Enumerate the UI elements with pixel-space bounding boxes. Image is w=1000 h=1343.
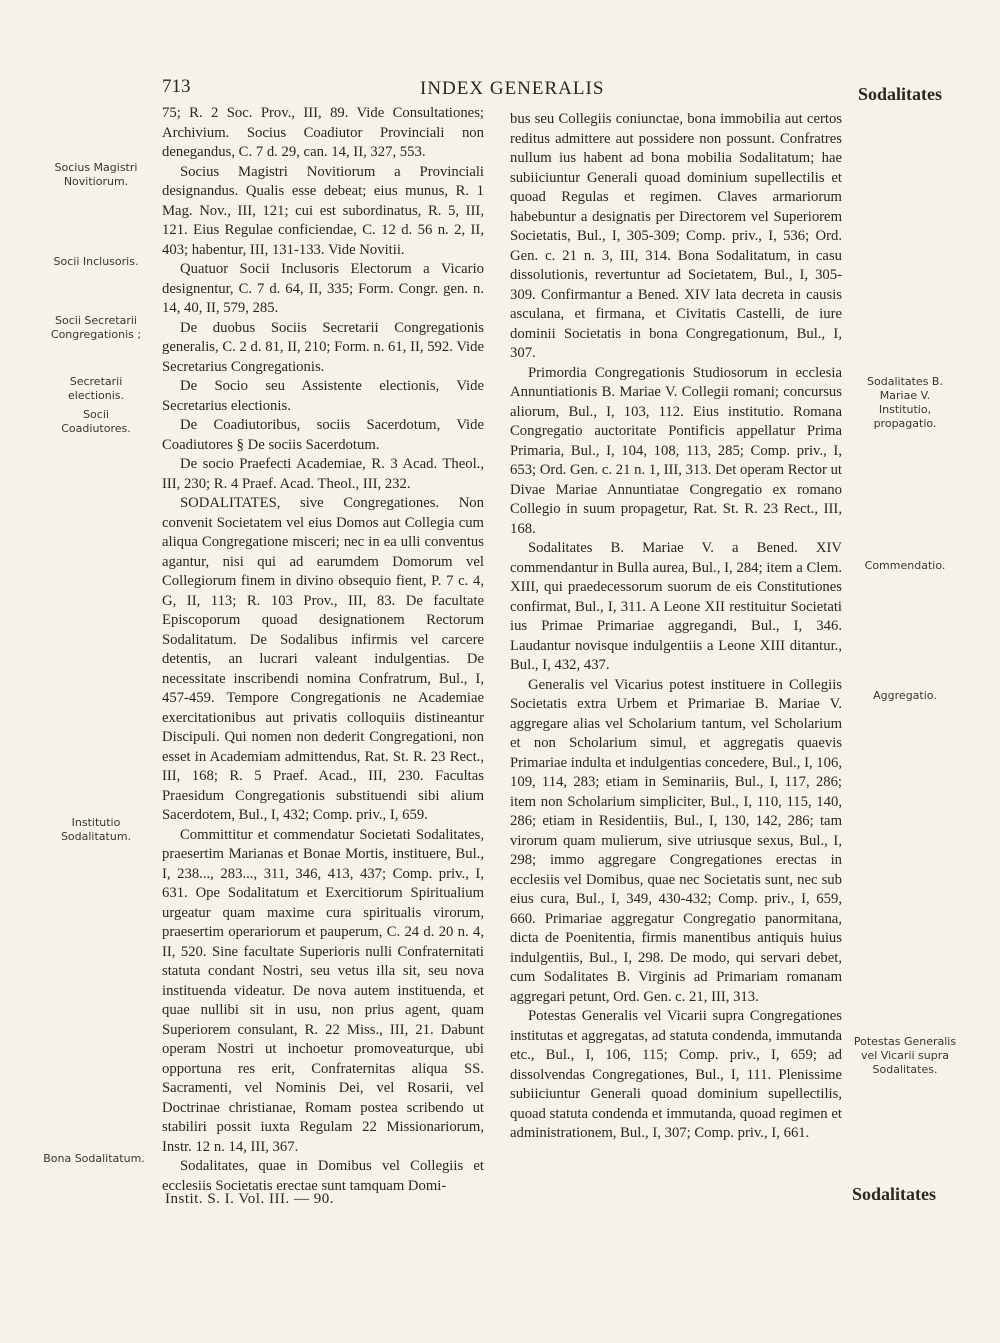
margin-note-socii-secretarii: Socii Secretarii Congregationis ; <box>50 314 142 341</box>
catchword-bottom: Sodalitates <box>852 1184 937 1204</box>
catchword-top: Sodalitates <box>858 84 943 104</box>
margin-note-secretarii-electionis: Secretarii electionis. <box>68 375 124 402</box>
paragraph: Socius Magistri Novitiorum a Provinciali designandus. Qualis esse debeat; eius munus, R. 1 Mag. Nov., III, 121; cui est subordinatus, R. 5, III, 121. Eius Regulae conficiendae, C. 12 d. 56 n. 2, II, 403; habentur, III, 131-133. Vide Novitii. <box>162 163 484 258</box>
paragraph: 75; R. 2 Soc. Prov., III, 89. Vide Consultationes; Archivium. Socius Coadiutor Provinciali non denegandus, C. 7 d. 29, can. 14, II, 327, 553. <box>162 105 484 160</box>
margin-note-socii-inclusoris: Socii Inclusoris. <box>53 255 139 268</box>
left-column <box>162 104 484 1196</box>
running-head: INDEX GENERALIS <box>420 78 605 99</box>
paragraph: SODALITATES, sive Congregationes. Non convenit Societatem vel eius Domos aut Collegia cum aliqua Congregatione misceri; nec in ea ulli conventus agantur, nisi qui ad earumdem Domorum vel Collegiorum finem in divino obsequio fient, P. 7 c. 4, G, II, 113; R. 103 Prov., III, 83. De facultate Episcoporum quoad designationem Rectorum Sodalitatum. De Sodalibus infirmis vel carcere detentis, an lucrari valeant indulgentias. De necessitate inscribendi nomina Confratrum, Bul., I, 457-459. Tempore Congregationis ne Academiae exercitationibus aut privatis colloquiis distineantur Discipuli. Qui nomen non dederit Congregationi, non esset in Academiam admittendus, Rat. St. R. 23 Rect., III, 168; R. 5 Praef. Acad., III, 230. Facultas Praesidum Congregationis substituendi sibi alium Sacerdotem, Bul., I, 432; Comp. priv., I, 659. <box>162 495 484 823</box>
margin-note-socii-coadiutores: Socii Coadiutores. <box>61 408 131 435</box>
paragraph: De socio Praefecti Academiae, R. 3 Acad. Theol., III, 230; R. 4 Praef. Acad. Theol., III, 232. <box>162 456 484 492</box>
paragraph: De duobus Sociis Secretarii Congregationis generalis, C. 2 d. 81, II, 210; Form. n. 61, II, 592. Vide Secretarius Congregationis. <box>162 319 484 375</box>
page-number: 713 <box>162 76 191 97</box>
margin-note-bmv-institutio: Sodalitates B. Mariae V. Institutio, propagatio. <box>867 375 943 430</box>
margin-note-commendatio: Commendatio. <box>864 559 946 572</box>
paragraph: De Socio seu Assistente electionis, Vide Secretarius electionis. <box>162 378 484 414</box>
right-column <box>510 110 842 1144</box>
margin-note-potestas: Potestas Generalis vel Vicarii supra Sodalitates. <box>853 1035 957 1076</box>
paragraph: Potestas Generalis vel Vicarii supra Congregationes institutas et aggregatas, ad statuta condenda, immutanda etc., Bul., I, 106, 115; Comp. priv., I, 659; ad dissolvendas Congregationes, Bul., I, 111. Plenissime subiiciuntur Generali quoad dominium supellectilis, quoad statuta condenda et immutanda, quoad regimen et administrationem, Bul., I, 307; Comp. priv., I, 661. <box>510 1008 842 1141</box>
paragraph: Sodalitates B. Mariae V. a Bened. XIV commendantur in Bulla aurea, Bul., I, 284; item a Clem. XIII, qui praedecessorum suorum de eis Constitutiones confirmat, Bul., I, 311. A Leone XII restituitur Societati ius Primae Primariae aggregandi, Bul., I, 346. Laudantur novisque indulgentiis a Leone XIII ditantur., Bul., I, 432, 437. <box>510 540 842 673</box>
paragraph: Generalis vel Vicarius potest instituere in Collegiis Societatis extra Urbem et Primariae B. Mariae V. aggregare alias vel Scholarium tantum, vel Scholarium et non Scholarium simul, et aggregatis quaevis Primariae indulta et indulgentias concedere, Bul., I, 106, 109, 114, 283; etiam in Seminariis, Bul., I, 117, 286; item non Scholarium simpliciter, Bul., I, 110, 115, 140, 286; etiam in Residentiis, Bul., I, 130, 142, 286; tam virorum quam mulierum, sive utriusque sexus, Bul., I, 298; immo aggregare Congregationes erectas in ecclesiis vel Domibus, quae nec Societatis sunt, nec sub eius cura, Bul., I, 349, 430-432; Comp. priv., I, 659, 660. Primariae aggregatur Congregatio panormitana, dicta de Poenitentia, firmis manentibus antiquis huius indulgentiis, Bul., I, 298. De modo, qui servari debet, cum Sodalitates B. Virginis ad Primariam romanam aggregari petunt, Ord. Gen. c. 21, III, 313. <box>510 676 843 1005</box>
paragraph: Sodalitates, quae in Domibus vel Collegiis et ecclesiis Societatis erectae sunt tamquam Domi- <box>162 1158 484 1194</box>
margin-note-socius-magistri: Socius Magistri Novitiorum. <box>54 161 138 188</box>
margin-note-institutio: Institutio Sodalitatum. <box>60 816 132 843</box>
margin-note-aggregatio: Aggregatio. <box>873 689 937 702</box>
paragraph: Quatuor Socii Inclusoris Electorum a Vicario designentur, C. 7 d. 64, II, 335; Form. Congr. gen. n. 14, 40, II, 579, 285. <box>162 261 484 316</box>
paragraph: bus seu Collegiis coniunctae, bona immobilia aut certos reditus admittere aut possidere non possunt. Confratres nullum ius habent ad bona mobilia Sodalitatum; hae subiiciuntur Generali quoad dominium supellectilis et quoad Regulas et regimen. Claves armariorum habebuntur a designatis per Directorem vel Superiorem Societatis, Bul., I, 305-309; Comp. priv., I, 536; Ord. Gen. c. 21 n. 3, III, 314. Bona Sodalitatum, in casu dissolutionis, revertuntur ad Societatem, Bul., I, 305-309. Confirmantur a Bened. XIV lata decreta in causis asculana, et firmana, et Civitatis Castelli, de iure dominii Societatis in bona Congregationum, Bul., I, 307. <box>510 111 842 361</box>
footer-signature: Instit. S. I. Vol. III. — 90. <box>165 1191 334 1207</box>
paragraph: Primordia Congregationis Studiosorum in ecclesia Annuntiationis B. Mariae V. Collegii romani; concursus aliorum, Bul., I, 103, 112. Eius institutio. Romana Congregatio auctoritate Pontificis appellatur Prima Primaria, Bul., I, 104, 108, 113, 285; Comp. priv., I, 653; Ord. Gen. c. 21 n. 1, III, 313. Det operam Rector ut Divae Mariae Annuntiatae Congregatio ex romano Collegio in suum propagetur, Rat. St. R. 23 Rect., III, 168. <box>510 364 842 537</box>
paragraph: Committitur et commendatur Societati Sodalitates, praesertim Marianas et Bonae Mortis, instituere, Bul., I, 238..., 283..., 311, 346, 413, 437; Comp. priv., I, 631. Ope Sodalitatum et Exercitiorum Spiritualium urgeatur quam maxime cura spiritualis virorum, praesertim operariorum et pauperum, C. 24 d. 20 n. 4, II, 520. Sine facultate Superioris nulli Confraternitati statuta condant Nostri, seu vetus illa sit, seu nova instituenda videatur. De nova autem instituenda, et quae nullibi sit in usu, non prius agent, quam Superiorem consulant, R. 22 Miss., III, 21. Dabunt operam Nostri ut inchoetur promoveaturque, ubi opportuna res erit, Confraternitas aliqua SS. Sacramenti, vel Nominis Dei, vel Rosarii, vel Doctrinae christianae, Romam postea scribendo ut stabiliri possit iuxta Regulam 22 Missionariorum, Instr. 12 n. 14, III, 367. <box>162 826 484 1155</box>
paragraph: De Coadiutoribus, sociis Sacerdotum, Vide Coadiutores § De sociis Sacerdotum. <box>162 417 484 453</box>
margin-note-bona: Bona Sodalitatum. <box>43 1152 145 1165</box>
